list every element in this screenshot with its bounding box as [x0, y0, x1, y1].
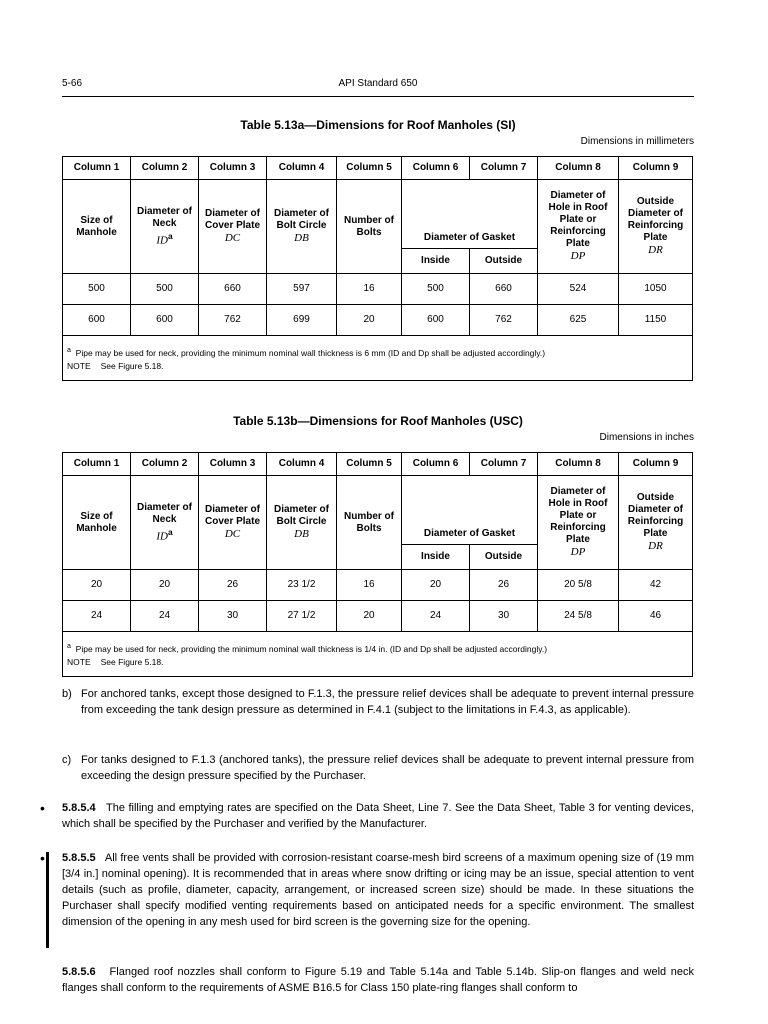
table-cell: 600	[402, 305, 470, 336]
table-cell: 23 1/2	[267, 570, 337, 601]
table-cell: 660	[470, 274, 538, 305]
table-cell: 20	[131, 570, 199, 601]
table-a-desc-bolts: Number of Bolts	[337, 180, 402, 274]
table-b-note: NOTE See Figure 5.18.	[67, 657, 164, 668]
table-a	[62, 156, 693, 381]
section-text: Flanged roof nozzles shall conform to Figure 5.19 and Table 5.14a and Table 5.14b. Slip-on flanges and weld neck flanges shall conform to the requirements of ASME B16.5 for Class 150 plate-ring flanges shall conform to	[62, 966, 694, 994]
table-row	[63, 601, 693, 632]
table-cell: 600	[131, 305, 199, 336]
table-b-col-header: Column 9	[619, 453, 693, 476]
table-cell: 762	[199, 305, 267, 336]
table-a-dimensions-note: Dimensions in millimeters	[580, 136, 694, 147]
table-b-desc-bolts: Number of Bolts	[337, 476, 402, 570]
table-cell: 625	[538, 305, 619, 336]
table-row	[63, 570, 693, 601]
table-b-footnote: $^a$ Pipe may be used for neck, providing the minimum nominal wall thickness is 1/4 in. (ID and Dp shall be adjusted accordingly.)	[67, 641, 548, 654]
table-a-desc-hole: Diameter of Hole in Roof Plate or Reinforcing Plate DP	[538, 180, 619, 274]
table-b-desc-gasket: Diameter of Gasket	[402, 476, 538, 545]
table-a-desc-bolt-circle: Diameter of Bolt Circle DB	[267, 180, 337, 274]
table-b-desc-reinforcing: Outside Diameter of Reinforcing Plate DR	[619, 476, 693, 570]
table-a-footnote: $^a$ Pipe may be used for neck, providing the minimum nominal wall thickness is 6 mm (ID and Dp shall be adjusted accordingly.)	[67, 345, 546, 358]
table-a-col-header: Column 4	[267, 157, 337, 180]
table-b-notes	[63, 632, 693, 677]
table-a-desc-size: Size of Manhole	[63, 180, 131, 274]
table-a-note: NOTE See Figure 5.18.	[67, 361, 164, 372]
table-cell: 26	[199, 570, 267, 601]
table-b-dimensions-note: Dimensions in inches	[599, 432, 694, 443]
table-cell: 24 5/8	[538, 601, 619, 632]
table-cell: 500	[131, 274, 199, 305]
table-cell: 27 1/2	[267, 601, 337, 632]
section-number: 5.8.5.6	[62, 966, 96, 978]
table-a-desc-outside: Outside	[470, 249, 538, 274]
table-cell: 46	[619, 601, 693, 632]
section-number: 5.8.5.5	[62, 852, 96, 864]
table-cell: 20 5/8	[538, 570, 619, 601]
page-header	[62, 76, 694, 97]
table-cell: 500	[402, 274, 470, 305]
page-number: 5-66	[62, 78, 83, 89]
standard-title: API Standard 650	[338, 78, 418, 89]
table-b	[62, 452, 693, 677]
table-a-desc-inside: Inside	[402, 249, 470, 274]
table-a-desc-cover: Diameter of Cover Plate DC	[199, 180, 267, 274]
table-cell: 597	[267, 274, 337, 305]
table-row	[63, 274, 693, 305]
table-b-desc-cover: Diameter of Cover Plate DC	[199, 476, 267, 570]
table-a-col-header: Column 5	[337, 157, 402, 180]
table-cell: 24	[63, 601, 131, 632]
revision-bullet: •	[40, 800, 45, 816]
section-5-8-5-5	[62, 850, 694, 930]
table-cell: 699	[267, 305, 337, 336]
table-cell: 30	[199, 601, 267, 632]
table-cell: 16	[337, 570, 402, 601]
item-c-paragraph	[62, 752, 694, 784]
section-text: The filling and emptying rates are specified on the Data Sheet, Line 7. See the Data Sheet, Table 3 for venting devices, which shall be specified by the Purchaser and verified by the Manufacturer.	[62, 802, 694, 830]
table-b-col-header: Column 1	[63, 453, 131, 476]
table-b-title: Table 5.13b—Dimensions for Roof Manholes (USC)	[233, 414, 523, 428]
table-b-col-header: Column 4	[267, 453, 337, 476]
table-cell: 24	[131, 601, 199, 632]
table-a-title: Table 5.13a—Dimensions for Roof Manholes (SI)	[240, 118, 516, 132]
table-a-col-header: Column 7	[470, 157, 538, 180]
table-cell: 16	[337, 274, 402, 305]
section-5-8-5-6	[62, 964, 694, 996]
table-cell: 42	[619, 570, 693, 601]
table-a-column-header-row	[63, 157, 693, 180]
item-b-label: b)	[62, 688, 72, 700]
item-c-label: c)	[62, 754, 72, 766]
item-b-text: For anchored tanks, except those designed to F.1.3, the pressure relief devices shall be adequate to prevent internal pressure from exceeding the tank design pressure as determined in F.4.1 (subject to the limitations in F.4.3, as applicable).	[81, 688, 694, 716]
table-b-desc-hole: Diameter of Hole in Roof Plate or Reinforcing Plate DP	[538, 476, 619, 570]
table-cell: 762	[470, 305, 538, 336]
table-row	[63, 305, 693, 336]
table-a-desc-reinforcing: Outside Diameter of Reinforcing Plate DR	[619, 180, 693, 274]
table-b-col-header: Column 3	[199, 453, 267, 476]
table-b-column-header-row	[63, 453, 693, 476]
revision-bullet: •	[40, 850, 45, 866]
table-cell: 20	[337, 601, 402, 632]
table-b-desc-size: Size of Manhole	[63, 476, 131, 570]
item-c-text: For tanks designed to F.1.3 (anchored tanks), the pressure relief devices shall be adequate to prevent internal pressure from exceeding the design pressure specified by the Purchaser.	[81, 754, 694, 782]
table-a-notes	[63, 336, 693, 381]
section-number: 5.8.5.4	[62, 802, 96, 814]
table-b-col-header: Column 7	[470, 453, 538, 476]
table-cell: 20	[337, 305, 402, 336]
table-cell: 24	[402, 601, 470, 632]
table-a-col-header: Column 6	[402, 157, 470, 180]
table-a-col-header: Column 8	[538, 157, 619, 180]
table-b-desc-outside: Outside	[470, 545, 538, 570]
table-a-col-header: Column 9	[619, 157, 693, 180]
table-cell: 1050	[619, 274, 693, 305]
table-cell: 600	[63, 305, 131, 336]
table-a-col-header: Column 1	[63, 157, 131, 180]
item-b-paragraph	[62, 686, 694, 718]
table-b-col-header: Column 2	[131, 453, 199, 476]
table-a-desc-gasket: Diameter of Gasket	[402, 180, 538, 249]
table-a-col-header: Column 2	[131, 157, 199, 180]
table-a-desc-neck: Diameter of Neck $ID^a$	[131, 180, 199, 274]
table-b-desc-neck: Diameter of Neck $ID^a$	[131, 476, 199, 570]
table-cell: 30	[470, 601, 538, 632]
table-cell: 20	[402, 570, 470, 601]
change-bar	[46, 852, 49, 948]
table-b-desc-inside: Inside	[402, 545, 470, 570]
table-cell: 660	[199, 274, 267, 305]
table-a-col-header: Column 3	[199, 157, 267, 180]
section-5-8-5-4	[62, 800, 694, 832]
table-cell: 26	[470, 570, 538, 601]
table-b-desc-bolt-circle: Diameter of Bolt Circle DB	[267, 476, 337, 570]
table-cell: 20	[63, 570, 131, 601]
table-cell: 1150	[619, 305, 693, 336]
table-b-col-header: Column 5	[337, 453, 402, 476]
table-cell: 500	[63, 274, 131, 305]
table-cell: 524	[538, 274, 619, 305]
table-b-col-header: Column 6	[402, 453, 470, 476]
table-b-col-header: Column 8	[538, 453, 619, 476]
section-text: All free vents shall be provided with corrosion-resistant coarse-mesh bird screens of a maximum opening size of (19 mm [3/4 in.] nominal opening). It is recommended that in areas where snow drifting or icing may be an issue, special attention to vent details (such as profile, diameter, capacity, arrangement, or increased screen size) should be made. In these situations the Purchaser shall specify modified venting requirements based on anticipated needs for a specific environment. The smallest dimension of the opening in any mesh used for bird screen is the governing size for the opening.	[62, 852, 694, 928]
